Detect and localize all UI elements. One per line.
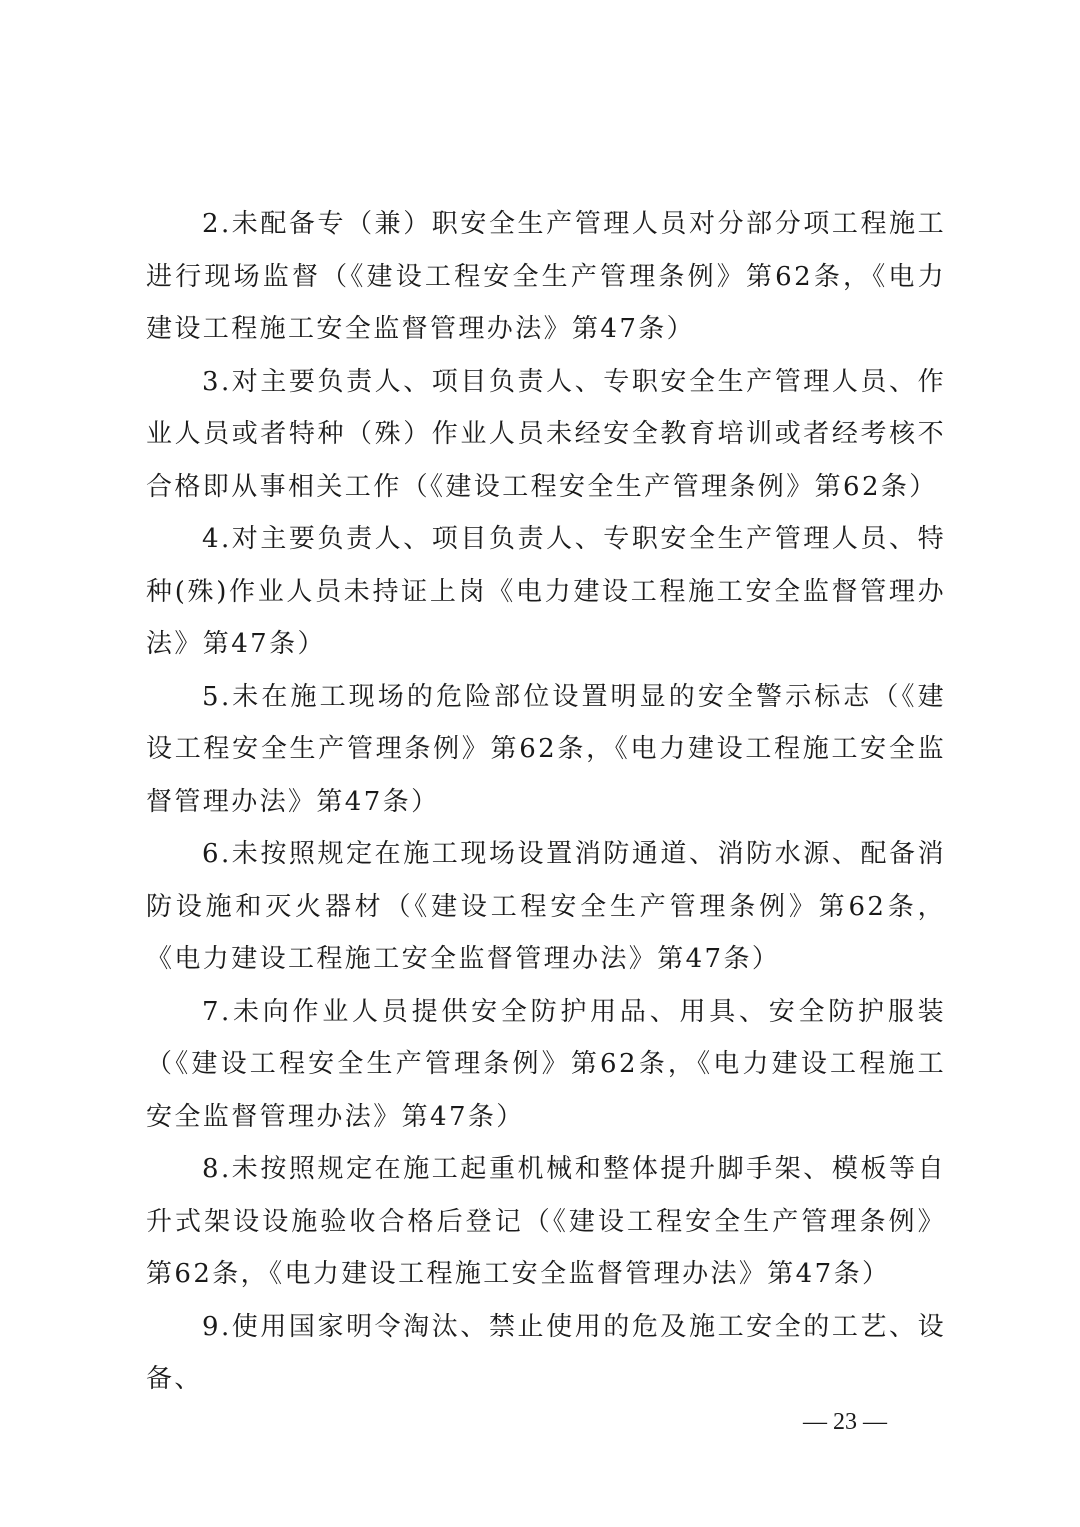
paragraph-item-8: 8.未按照规定在施工起重机械和整体提升脚手架、模板等自升式架设设施验收合格后登记（《建设工程安全生产管理条例》第62条，《电力建设工程施工安全监督管理办法》第47条）: [146, 1154, 946, 1289]
document-body: [146, 198, 946, 1406]
page-number: — 23 —: [803, 1409, 887, 1435]
paragraph-item-3: 3.对主要负责人、项目负责人、专职安全生产管理人员、作业人员或者特种（殊）作业人员未经安全教育培训或者经考核不合格即从事相关工作（《建设工程安全生产管理条例》第62条）: [146, 366, 946, 502]
paragraph-item-2: 2.未配备专（兼）职安全生产管理人员对分部分项工程施工进行现场监督（《建设工程安全生产管理条例》第62条，《电力建设工程施工安全监督管理办法》第47条）: [146, 209, 946, 344]
paragraph-item-9: 9.使用国家明令淘汰、禁止使用的危及施工安全的工艺、设备、: [146, 1311, 946, 1394]
paragraph-item-5: 5.未在施工现场的危险部位设置明显的安全警示标志（《建设工程安全生产管理条例》第62条，《电力建设工程施工安全监督管理办法》第47条）: [146, 681, 946, 817]
paragraph-item-4: 4.对主要负责人、项目负责人、专职安全生产管理人员、特种(殊)作业人员未持证上岗《电力建设工程施工安全监督管理办法》第47条）: [146, 524, 946, 659]
paragraph-item-6: 6.未按照规定在施工现场设置消防通道、消防水源、配备消防设施和灭火器材（《建设工程安全生产管理条例》第62条，《电力建设工程施工安全监督管理办法》第47条）: [146, 839, 946, 974]
paragraph-item-7: 7.未向作业人员提供安全防护用品、用具、安全防护服装（《建设工程安全生产管理条例》第62条，《电力建设工程施工安全监督管理办法》第47条）: [146, 996, 946, 1132]
